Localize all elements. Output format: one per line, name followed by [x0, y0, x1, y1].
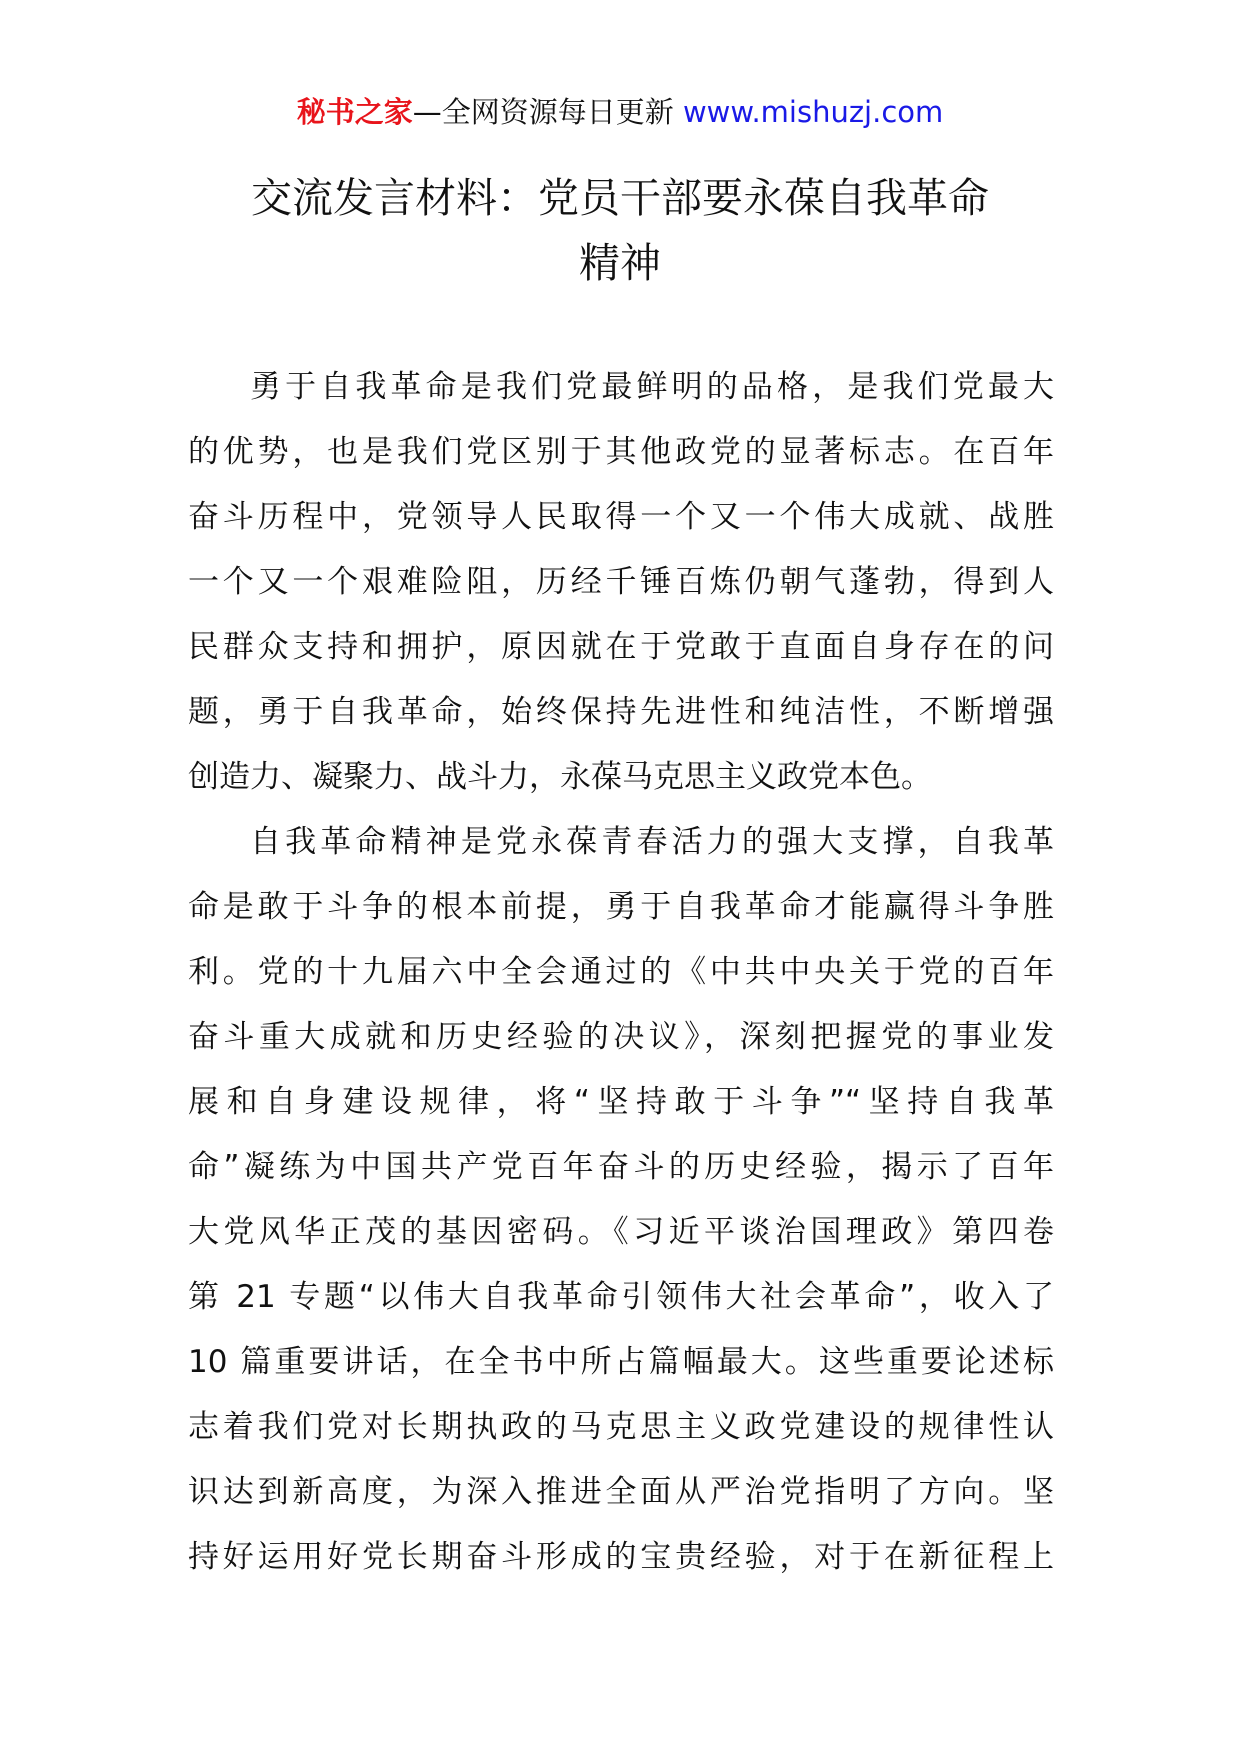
text-line: 题，勇于自我革命，始终保持先进性和纯洁性，不断增强: [188, 694, 1054, 730]
text-line: 勇于自我革命是我们党最鲜明的品格，是我们党最大: [250, 369, 1054, 405]
title-line: 交流发言材料：党员干部要永葆自我革命: [251, 174, 989, 222]
text-line: 展和自身建设规律，将“坚持敢于斗争”“坚持自我革: [188, 1084, 1054, 1120]
text-line: 利。党的十九届六中全会通过的《中共中央关于党的百年: [188, 954, 1054, 990]
header-slogan: —全网资源每日更新: [412, 95, 674, 129]
title-line: 精神: [579, 239, 661, 287]
text-line: 民群众支持和拥护，原因就在于党敢于直面自身存在的问: [188, 629, 1054, 665]
site-header: [0, 92, 1240, 132]
site-url: www.mishuzj.com: [682, 95, 944, 129]
text-line: 奋斗历程中，党领导人民取得一个又一个伟大成就、战胜: [188, 499, 1054, 535]
document-body: [188, 355, 1054, 1590]
text-line: 命”凝练为中国共产党百年奋斗的历史经验，揭示了百年: [188, 1149, 1054, 1185]
text-line: 命是敢于斗争的根本前提，勇于自我革命才能赢得斗争胜: [188, 889, 1054, 925]
brand-name: 秘书之家: [296, 95, 413, 129]
text-line: 持好运用好党长期奋斗形成的宝贵经验，对于在新征程上: [188, 1539, 1054, 1575]
text-line: 的优势，也是我们党区别于其他政党的显著标志。在百年: [188, 434, 1054, 470]
paragraph-2: [188, 810, 1054, 1590]
paragraph-1: [188, 355, 1054, 810]
document-title: [150, 166, 1090, 296]
text-line: 奋斗重大成就和历史经验的决议》，深刻把握党的事业发: [188, 1019, 1054, 1055]
text-line: 一个又一个艰难险阻，历经千锤百炼仍朝气蓬勃，得到人: [188, 564, 1054, 600]
text-line: 创造力、凝聚力、战斗力，永葆马克思主义政党本色。: [188, 759, 932, 795]
text-line: 10 篇重要讲话，在全书中所占篇幅最大。这些重要论述标: [188, 1344, 1054, 1380]
text-line: 大党风华正茂的基因密码。《习近平谈治国理政》第四卷: [188, 1214, 1054, 1250]
text-line: 识达到新高度，为深入推进全面从严治党指明了方向。坚: [188, 1474, 1054, 1510]
text-line: 自我革命精神是党永葆青春活力的强大支撑，自我革: [250, 824, 1054, 860]
text-line: 第 21 专题“以伟大自我革命引领伟大社会革命”，收入了: [188, 1279, 1054, 1315]
text-line: 志着我们党对长期执政的马克思主义政党建设的规律性认: [188, 1409, 1054, 1445]
